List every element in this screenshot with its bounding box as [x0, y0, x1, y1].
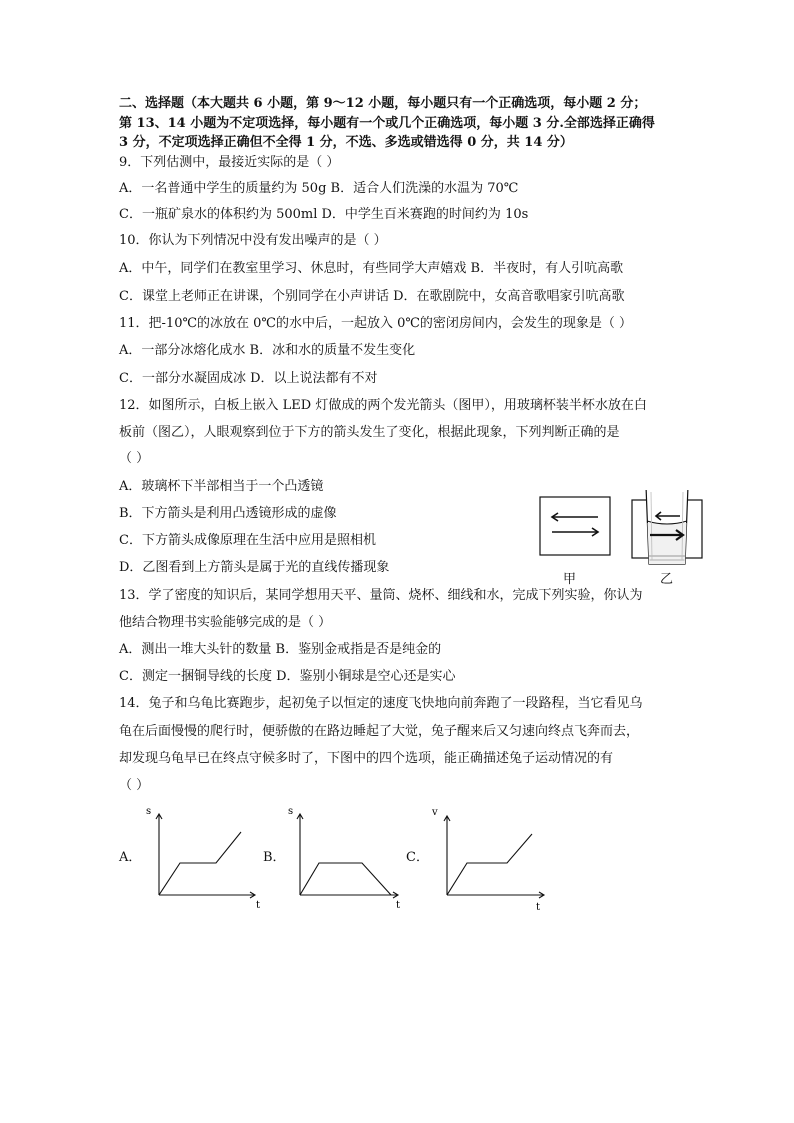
- graph-c-curve: [447, 834, 532, 895]
- glass-of-water: [646, 490, 688, 564]
- q12-stem-line-2: 板前（图乙），人眼观察到位于下方的箭头发生了变化，根据此现象，下列判断正确的是: [119, 425, 620, 440]
- graph-a-x-label: t: [256, 900, 261, 911]
- q12-stem-line-3: （ ）: [119, 451, 150, 466]
- arrow-right-jia: [552, 528, 598, 536]
- graph-b-x-label: t: [396, 900, 401, 911]
- q12-option-c: C．下方箭头成像原理在生活中应用是照相机: [119, 533, 376, 548]
- q13-stem-line-1: 13．学了密度的知识后，某同学想用天平、量筒、烧杯、细线和水，完成下列实验，你认为: [119, 588, 643, 603]
- graph-a-curve: [159, 832, 241, 895]
- whiteboard-jia: [540, 497, 610, 555]
- q10-stem: 10．你认为下列情况中没有发出噪声的是（ ）: [119, 233, 387, 248]
- graph-c: [420, 802, 550, 912]
- q14-stem-line-4: （ ）: [119, 778, 150, 793]
- graph-c-x-label: t: [536, 902, 541, 912]
- q12-option-d: D．乙图看到上方箭头是属于光的直线传播现象: [119, 560, 390, 575]
- q9-options-ab: A．一名普通中学生的质量约为 50g B．适合人们洗澡的水温为 70℃: [119, 181, 519, 196]
- q11-options-cd: C．一部分水凝固成冰 D．以上说法都有不对: [119, 371, 378, 386]
- section-header-line-2: 第 13、14 小题为不定项选择，每小题有一个或几个正确选项，每小题 3 分.全部选择正确得: [119, 116, 655, 131]
- graph-b-curve: [300, 863, 391, 895]
- q14-stem-line-3: 却发现乌龟早已在终点守候多时了，下图中的四个选项，能正确描述兔子运动情况的有: [119, 751, 614, 766]
- q10-options-cd: C．课堂上老师正在讲课，个别同学在小声讲话 D．在歌剧院中，女高音歌唱家引吭高歌: [119, 289, 625, 304]
- graph-b-y-label: s: [288, 806, 294, 817]
- q11-stem: 11．把-10℃的冰放在 0℃的水中后，一起放入 0℃的密闭房间内，会发生的现象是（ ）: [119, 316, 633, 331]
- graph-a-option-label: A．: [119, 850, 142, 865]
- figure-label-yi: 乙: [660, 572, 674, 587]
- graph-b: [280, 802, 410, 912]
- q13-options-ab: A．测出一堆大头针的数量 B．鉴别金戒指是否是纯金的: [119, 642, 442, 657]
- q12-figure: [535, 490, 715, 590]
- graph-a-y-label: s: [146, 806, 152, 817]
- section-header-line-1: 二、选择题（本大题共 6 小题，第 9～12 小题，每小题只有一个正确选项，每小题 2 分；: [119, 96, 647, 111]
- q11-options-ab: A．一部分冰熔化成水 B．冰和水的质量不发生变化: [119, 343, 416, 358]
- arrow-left-jia: [552, 513, 598, 521]
- figure-label-jia: 甲: [563, 572, 577, 587]
- q9-options-cd: C．一瓶矿泉水的体积约为 500ml D．中学生百米赛跑的时间约为 10s: [119, 207, 529, 222]
- graph-b-option-label: B．: [263, 850, 286, 865]
- q12-option-a: A．玻璃杯下半部相当于一个凸透镜: [119, 479, 324, 494]
- q13-stem-line-2: 他结合物理书实验能够完成的是（ ）: [119, 615, 332, 630]
- q12-stem-line-1: 12．如图所示，白板上嵌入 LED 灯做成的两个发光箭头（图甲），用玻璃杯装半杯水放在白: [119, 398, 647, 413]
- q14-stem-line-2: 龟在后面慢慢的爬行时，便骄傲的在路边睡起了大觉，兔子醒来后又匀速向终点飞奔而去，: [119, 724, 640, 739]
- graph-a: [140, 802, 270, 912]
- graph-c-option-label: C．: [406, 850, 429, 865]
- q10-options-ab: A．中午，同学们在教室里学习、休息时，有些同学大声嬉戏 B．半夜时，有人引吭高歌: [119, 261, 624, 276]
- q13-options-cd: C．测定一捆铜导线的长度 D．鉴别小铜球是空心还是实心: [119, 669, 456, 684]
- q12-option-b: B．下方箭头是利用凸透镜形成的虚像: [119, 506, 337, 521]
- q9-stem: 9．下列估测中，最接近实际的是（ ）: [119, 155, 340, 170]
- section-header-line-3: 3 分，不定项选择正确但不全得 1 分，不选、多选或错选得 0 分，共 14 分）: [119, 135, 573, 150]
- q14-stem-line-1: 14．兔子和乌龟比赛跑步，起初兔子以恒定的速度飞快地向前奔跑了一段路程，当它看见乌: [119, 696, 643, 711]
- graph-c-y-label: v: [432, 807, 438, 818]
